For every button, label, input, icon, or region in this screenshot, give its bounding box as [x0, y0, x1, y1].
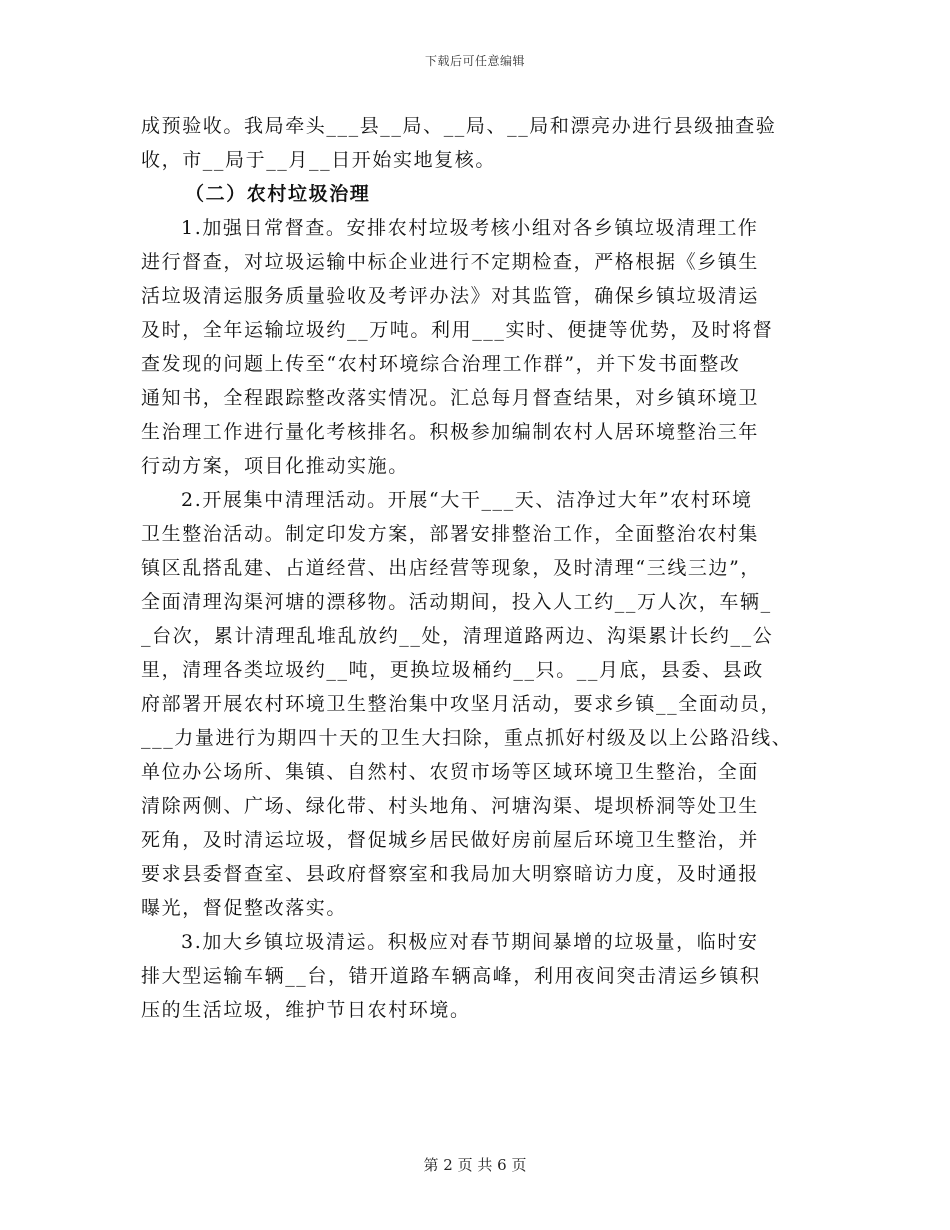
paragraph-line: 死角，及时清运垃圾，督促城乡居民做好房前屋后环境卫生整治，并 [141, 829, 760, 851]
paragraph-line: 镇区乱搭乱建、占道经营、出店经营等现象，及时清理“三线三边”， [141, 557, 762, 579]
paragraph-line: 行动方案，项目化推动实施。 [141, 455, 409, 477]
paragraph-line: 里，清理各类垃圾约__吨，更换垃圾桶约__只。__月底，县委、县政 [141, 659, 764, 681]
paragraph-line: 3.加大乡镇垃圾清运。积极应对春节期间暴增的垃圾量，临时安 [181, 931, 759, 953]
page-header-note: 下载后可任意编辑 [424, 54, 525, 68]
paragraph-line: 府部署开展农村环境卫生整治集中攻坚月活动，要求乡镇__全面动员， [141, 693, 782, 715]
section-heading: （二）农村垃圾治理 [185, 183, 371, 205]
paragraph-line: 卫生整治活动。制定印发方案，部署安排整治工作，全面整治农村集 [141, 523, 760, 545]
paragraph-line: ___力量进行为期四十天的卫生大扫除，重点抓好村级及以上公路沿线、 [141, 727, 793, 749]
paragraph-line: 单位办公场所、集镇、自然村、农贸市场等区域环境卫生整治，全面 [141, 761, 760, 783]
paragraph-line: 曝光，督促整改落实。 [141, 897, 348, 919]
paragraph-line: 清除两侧、广场、绿化带、村头地角、河塘沟渠、堤坝桥洞等处卫生 [141, 795, 760, 817]
paragraph-line: 全面清理沟渠河塘的漂移物。活动期间，投入人工约__万人次，车辆_ [141, 591, 772, 613]
paragraph-line: 成预验收。我局牵头___县__局、__局、__局和漂亮办进行县级抽查验 [141, 115, 777, 137]
paragraph-line: 查发现的问题上传至“农村环境综合治理工作群”，并下发书面整改 [141, 353, 741, 375]
paragraph-line: 通知书，全程跟踪整改落实情况。汇总每月督查结果，对乡镇环境卫 [141, 387, 760, 409]
paragraph-line: 2.开展集中清理活动。开展“大干___天、洁净过大年”农村环境 [181, 489, 753, 511]
paragraph-line: _台次，累计清理乱堆乱放约__处，清理道路两边、沟渠累计长约__公 [141, 625, 774, 647]
paragraph-line: 活垃圾清运服务质量验收及考评办法》对其监管，确保乡镇垃圾清运 [141, 285, 760, 307]
paragraph-line: 压的生活垃圾，维护节日农村环境。 [141, 999, 471, 1021]
page-number: 第 2 页 共 6 页 [423, 1156, 527, 1174]
paragraph-line: 生治理工作进行量化考核排名。积极参加编制农村人居环境整治三年 [141, 421, 760, 443]
paragraph-line: 排大型运输车辆__台，错开道路车辆高峰，利用夜间突击清运乡镇积 [141, 965, 761, 987]
paragraph-line: 收，市__局于__月__日开始实地复核。 [141, 149, 497, 171]
paragraph-line: 1.加强日常督查。安排农村垃圾考核小组对各乡镇垃圾清理工作 [181, 217, 759, 239]
paragraph-line: 及时，全年运输垃圾约__万吨。利用___实时、便捷等优势，及时将督 [141, 319, 774, 341]
document-body [141, 109, 831, 1027]
paragraph-line: 要求县委督查室、县政府督察室和我局加大明察暗访力度，及时通报 [141, 863, 760, 885]
paragraph-line: 进行督查，对垃圾运输中标企业进行不定期检查，严格根据《乡镇生 [141, 251, 760, 273]
